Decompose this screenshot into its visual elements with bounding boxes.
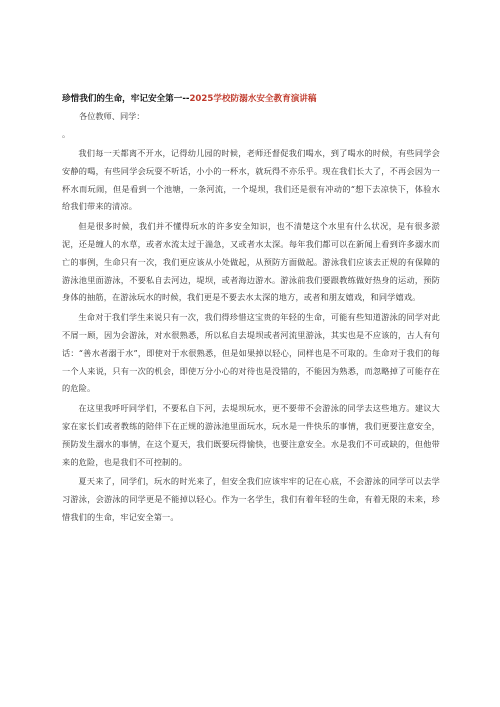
speech-body — [62, 145, 440, 529]
paragraph: 在这里我呼吁同学们，不要私自下河，去堤坝玩水，更不要带不会游泳的同学去这些地方。建议大家在家长们或者教练的陪伴下在正规的游泳池里面玩水，玩水是一件快乐的事情，我们更要注意安全，预防发生溺水的事情，在这个夏天，我们既要玩得愉快，也要注意安全。水是我们不可或缺的，但他带来的危险，也是我们不可控制的。 — [62, 403, 440, 467]
title-main-text: 珍惜我们的生命，牢记安全第一-- — [62, 94, 190, 104]
paragraph: 生命对于我们学生来说只有一次，我们得珍惜这宝贵的年轻的生命，可能有些知道游泳的同学对此不屑一顾，因为会游泳，对水很熟悉，所以私自去堤坝或者河流里游泳，其实也是不应该的，古人有句话：“善水者溺于水”，即使对于水很熟悉，但是如果掉以轻心，同样也是不可取的。生命对于我们的每一个人来说，只有一次的机会，即使万分小心的对待也是没错的，不能因为熟悉，而忽略掉了可能存在的危险。 — [62, 312, 440, 394]
paragraph: 我们每一天都离不开水，记得幼儿园的时候，老师还督促我们喝水，到了喝水的时候，有些同学会安静的喝，有些同学会玩耍不听话，小小的一杯水，就玩得不亦乐乎。现在我们长大了，不再会因为一杯水而玩闹，但是看到一个池塘，一条河流，一个堤坝，我们还是很有冲动的“想下去凉快下，体验水给我们带来的清凉。 — [62, 148, 440, 212]
greeting-line: 各位教师、同学： — [79, 111, 145, 121]
title-highlight-text: 2025学校防溺水安全教育演讲稿 — [189, 94, 317, 104]
document-title — [62, 93, 462, 105]
stray-punctuation-mark: 。 — [62, 130, 70, 139]
paragraph: 但是很多时候，我们并不懂得玩水的许多安全知识，也不清楚这个水里有什么状况，是有很多淤泥，还是缠人的水草，或者水流太过于湍急，又或者水太深。每年我们都可以在新闻上看到许多溺水而亡的事例，生命只有一次，我们更应该从小处做起，从预防方面做起。游泳我们应该去正规的有保障的游泳池里面游泳，不要私自去河边，堤坝，或者海边游水。游泳前我们要跟教练做好热身的运动，预防身体的抽筋，在游泳玩水的时候，我们更是不要去水太深的地方，或者和朋友嬉戏，和同学嬉戏。 — [62, 221, 440, 303]
paragraph: 夏天来了，同学们，玩水的时光来了，但安全我们应该牢牢的记在心底，不会游泳的同学可以去学习游泳，会游泳的同学更是不能掉以轻心。作为一名学生，我们有着年轻的生命，有着无限的未来，珍惜我们的生命，牢记安全第一。 — [62, 476, 440, 522]
